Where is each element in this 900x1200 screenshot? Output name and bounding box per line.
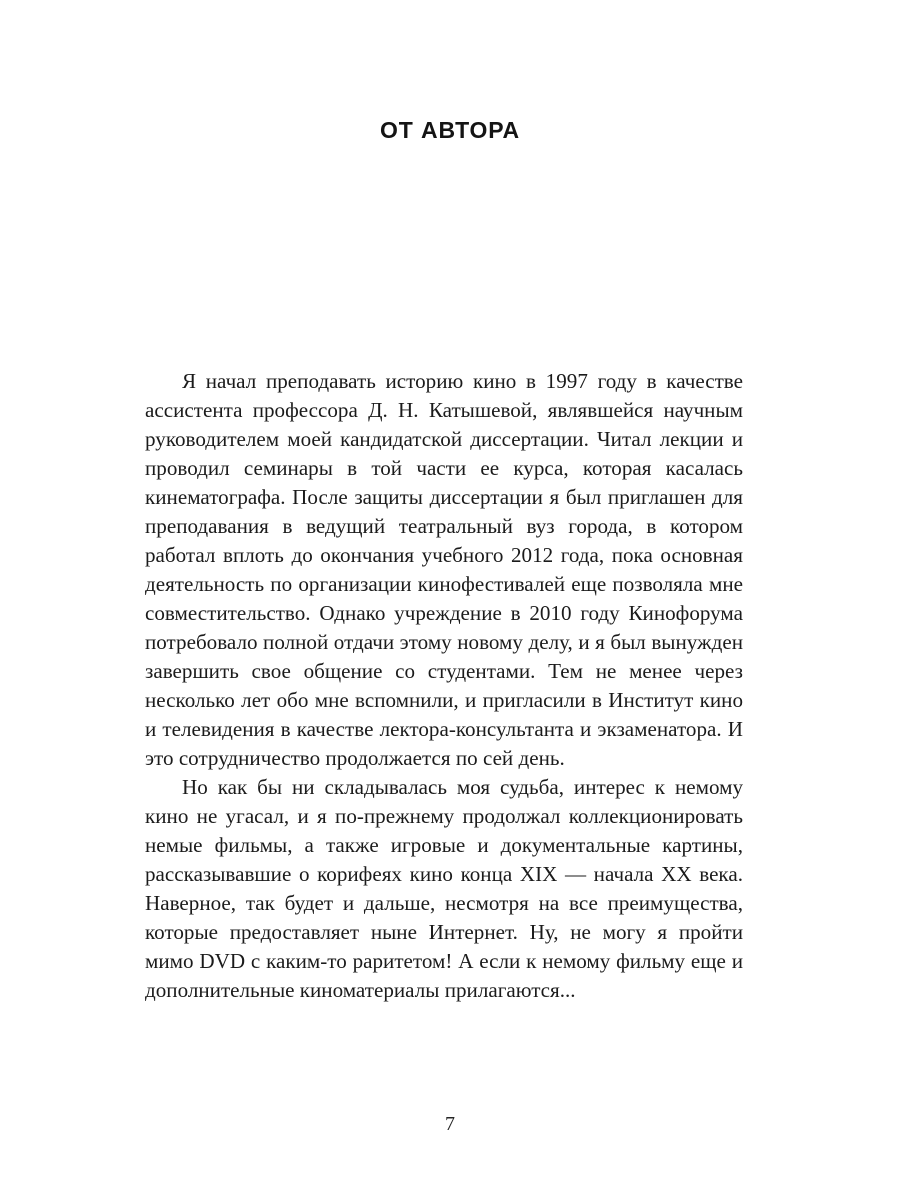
body-paragraph: Но как бы ни складывалась моя судьба, интерес к немому кино не угасал, и я по-прежнему продолжал коллекционировать немые фильмы, а также игровые и документальные картины, рассказывавшие о корифеях кино конца XIX — начала XX века. Наверное, так будет и дальше, несмотря на все преимущества, которые предоставляет ныне Интернет. Ну, не могу я пройти мимо DVD с каким-то раритетом! А если к немому фильму еще и дополнительные киноматериалы прилагаются... (145, 775, 743, 1002)
page-number: 7 (445, 1113, 455, 1135)
page-title: ОТ АВТОРА (379, 117, 521, 144)
body-paragraph: Я начал преподавать историю кино в 1997 году в качестве ассистента профессора Д. Н. Катышевой, являвшейся научным руководителем моей кандидатской диссертации. Читал лекции и проводил семинары в той части ее курса, которая касалась кинематографа. После защиты диссертации я был приглашен для преподавания в ведущий театральный вуз города, в котором работал вплоть до окончания учебного 2012 года, пока основная деятельность по организации кинофестивалей еще позволяла мне совместительство. Однако учреждение в 2010 году Кинофорума потребовало полной отдачи этому новому делу, и я был вынужден завершить свое общение со студентами. Тем не менее через несколько лет обо мне вспомнили, и пригласили в Институт кино и телевидения в качестве лектора-консультанта и экзаменатора. И это сотрудничество продолжается по сей день. (145, 369, 743, 770)
body-text-block (145, 367, 743, 1005)
